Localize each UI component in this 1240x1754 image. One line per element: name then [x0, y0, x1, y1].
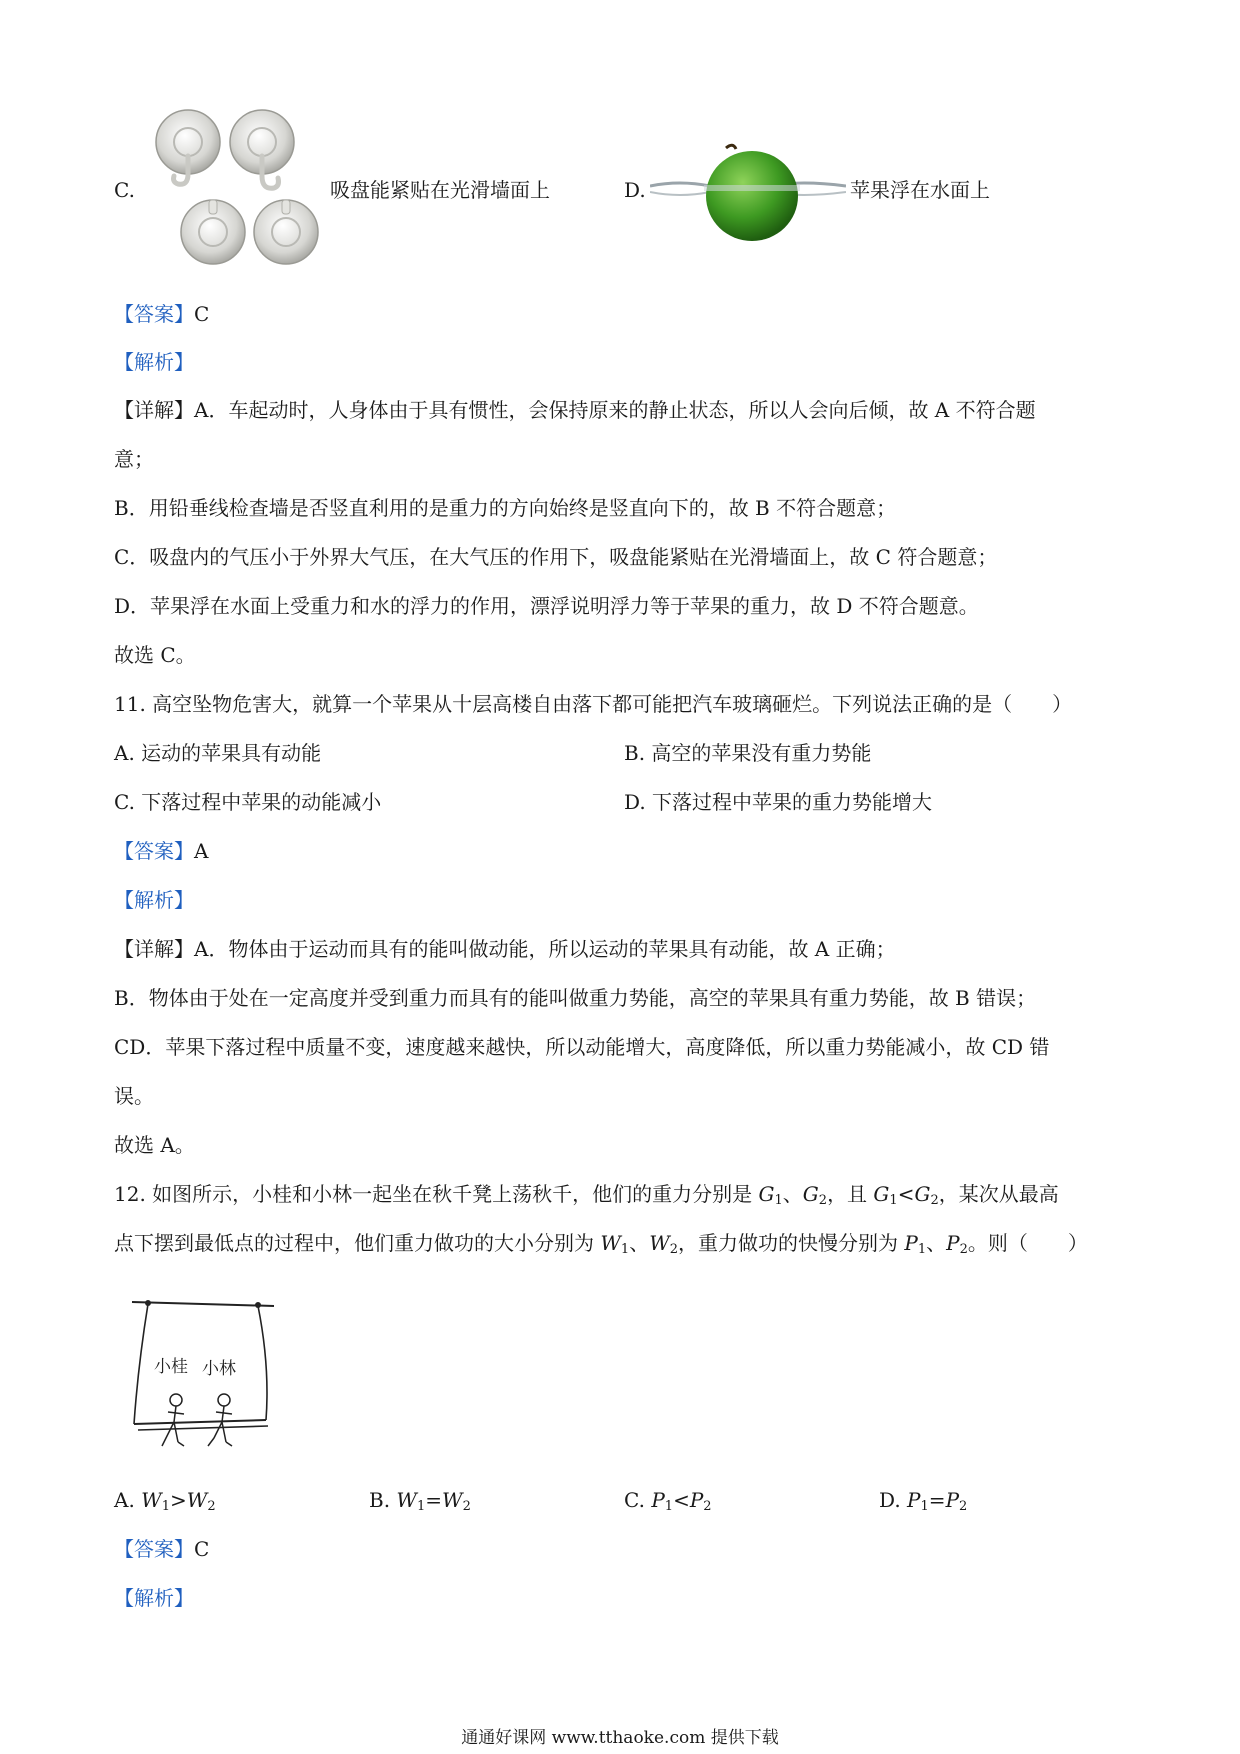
option-letter: D. — [879, 1488, 908, 1512]
q11-analysis-tag — [114, 886, 194, 914]
person-xiaolin — [208, 1394, 232, 1446]
sub-2: 2 — [669, 1242, 679, 1257]
detail-text: A．车起动时，人身体由于具有惯性，会保持原来的静止状态，所以人会向后倾，故 A 不符合题 — [194, 398, 1036, 422]
detail-text: A．物体由于运动而具有的能叫做动能，所以运动的苹果具有动能，故 A 正确； — [194, 937, 896, 961]
q10-conclusion: 故选 C。 — [114, 643, 196, 667]
option-letter: A. — [114, 1488, 142, 1512]
q11-option-b: B. 高空的苹果没有重力势能 — [624, 741, 872, 765]
relation: < — [673, 1488, 690, 1512]
answer-value: A — [194, 839, 209, 863]
relation: > — [170, 1488, 187, 1512]
separator: 、 — [782, 1182, 803, 1206]
var-g: G — [873, 1182, 890, 1206]
sub-1: 1 — [889, 1193, 898, 1208]
suction-cup-1 — [156, 110, 220, 184]
sub-1: 1 — [416, 1499, 426, 1514]
relation: < — [897, 1182, 915, 1206]
var-w: W — [396, 1488, 417, 1512]
figure-label-xiaogui: 小桂 — [154, 1357, 188, 1377]
separator: 、 — [629, 1231, 650, 1255]
q11-detail-a — [114, 935, 896, 963]
figure-label-xiaolin: 小林 — [202, 1359, 236, 1379]
var-g: G — [802, 1182, 819, 1206]
stem-text: ，某次从最高 — [938, 1182, 1059, 1206]
q11-detail-cd: CD．苹果下落过程中质量不变，速度越来越快，所以动能增大，高度降低，所以重力势能减小，故 CD 错 — [114, 1035, 1050, 1059]
sub-2: 2 — [207, 1499, 216, 1514]
q12-option-a — [114, 1486, 216, 1514]
analysis-tag: 【解析】 — [114, 1586, 194, 1610]
option-letter: C. — [624, 1488, 652, 1512]
q10-detail-b: B．用铅垂线检查墙是否竖直利用的是重力的方向始终是竖直向下的，故 B 不符合题意； — [114, 496, 897, 520]
q11-option-c: C. 下落过程中苹果的动能减小 — [114, 790, 382, 814]
stem-text: ，重力做功的快慢分别为 — [678, 1231, 905, 1255]
q12-stem-line1 — [114, 1180, 1059, 1208]
q10-analysis-tag — [114, 348, 194, 376]
q10-detail-d: D．苹果浮在水面上受重力和水的浮力的作用，漂浮说明浮力等于苹果的重力，故 D 不符合题意。 — [114, 594, 979, 618]
var-g: G — [758, 1182, 775, 1206]
answer-value: C — [194, 302, 210, 326]
var-p: P — [946, 1231, 960, 1255]
var-w: W — [141, 1488, 162, 1512]
relation: = — [425, 1488, 443, 1512]
q11-answer — [114, 837, 208, 865]
q11-conclusion: 故选 A。 — [114, 1133, 195, 1157]
page-footer: 通通好课网 www.tthaoke.com 提供下载 — [461, 1728, 779, 1748]
suction-cup-3 — [181, 200, 245, 264]
sub-1: 1 — [620, 1242, 630, 1257]
sub-1: 1 — [917, 1242, 927, 1257]
var-p: P — [907, 1488, 921, 1512]
stem-text: 。则（ ） — [967, 1231, 1088, 1255]
answer-value: C — [194, 1537, 210, 1561]
q11-detail-cd2: 误。 — [114, 1084, 154, 1108]
q11-option-a: A. 运动的苹果具有动能 — [114, 741, 322, 765]
suction-cup-2 — [230, 110, 294, 188]
q11-detail-b: B．物体由于处在一定高度并受到重力而具有的能叫做重力势能，高空的苹果具有重力势能，故 B 错误； — [114, 986, 1037, 1010]
var-w: W — [600, 1231, 621, 1255]
sub-2: 2 — [930, 1193, 939, 1208]
detail-tag: 【详解】 — [114, 398, 194, 422]
swing-figure — [128, 1296, 278, 1456]
answer-tag: 【答案】 — [114, 302, 194, 326]
suction-cup-hooks-image — [148, 104, 323, 272]
q12-analysis-tag — [114, 1584, 194, 1612]
sub-2: 2 — [959, 1242, 968, 1257]
q12-stem-line2 — [114, 1229, 1088, 1257]
sub-1: 1 — [664, 1499, 674, 1514]
sub-2: 2 — [703, 1499, 712, 1514]
q12-answer — [114, 1535, 209, 1563]
q10-option-c-text: 吸盘能紧贴在光滑墙面上 — [330, 178, 550, 202]
q10-answer — [114, 300, 209, 328]
q10-detail-line1 — [114, 396, 1036, 424]
q12-option-d — [879, 1486, 967, 1514]
sub-1: 1 — [161, 1499, 171, 1514]
option-letter: B. — [369, 1488, 397, 1512]
q10-detail-c: C．吸盘内的气压小于外界大气压，在大气压的作用下，吸盘能紧贴在光滑墙面上，故 C 符合题意； — [114, 545, 998, 569]
sub-2: 2 — [959, 1499, 968, 1514]
q11-option-d: D. 下落过程中苹果的重力势能增大 — [624, 790, 933, 814]
sub-2: 2 — [818, 1193, 828, 1208]
var-p: P — [945, 1488, 960, 1512]
sub-2: 2 — [462, 1499, 471, 1514]
q10-option-d-letter: D. — [624, 178, 646, 202]
var-p: P — [651, 1488, 665, 1512]
stem-text: ，且 — [827, 1182, 874, 1206]
sub-1: 1 — [920, 1499, 929, 1514]
relation: = — [928, 1488, 946, 1512]
answer-tag: 【答案】 — [114, 839, 194, 863]
sub-1: 1 — [774, 1193, 783, 1208]
var-g: G — [914, 1182, 931, 1206]
q10-detail-line1b: 意； — [114, 447, 154, 471]
var-p: P — [689, 1488, 704, 1512]
q10-option-d-text: 苹果浮在水面上 — [850, 178, 990, 202]
stem-text: 点下摆到最低点的过程中，他们重力做功的大小分别为 — [114, 1231, 601, 1255]
var-w: W — [649, 1231, 670, 1255]
suction-cup-4 — [254, 200, 318, 264]
answer-tag: 【答案】 — [114, 1537, 194, 1561]
var-w: W — [442, 1488, 463, 1512]
q11-stem: 11. 高空坠物危害大，就算一个苹果从十层高楼自由落下都可能把汽车玻璃砸烂。下列说法正确的是（ ） — [114, 692, 1073, 716]
q12-option-c — [624, 1486, 712, 1514]
floating-apple-image — [650, 140, 846, 246]
q10-option-c-letter: C. — [114, 178, 135, 202]
var-p: P — [904, 1231, 918, 1255]
detail-tag: 【详解】 — [114, 937, 194, 961]
analysis-tag: 【解析】 — [114, 888, 194, 912]
q12-option-b — [369, 1486, 471, 1514]
var-w: W — [186, 1488, 208, 1512]
stem-text: 12. 如图所示，小桂和小林一起坐在秋千凳上荡秋千，他们的重力分别是 — [114, 1182, 759, 1206]
analysis-tag: 【解析】 — [114, 350, 194, 374]
person-xiaogui — [162, 1394, 184, 1446]
separator: 、 — [926, 1231, 947, 1255]
